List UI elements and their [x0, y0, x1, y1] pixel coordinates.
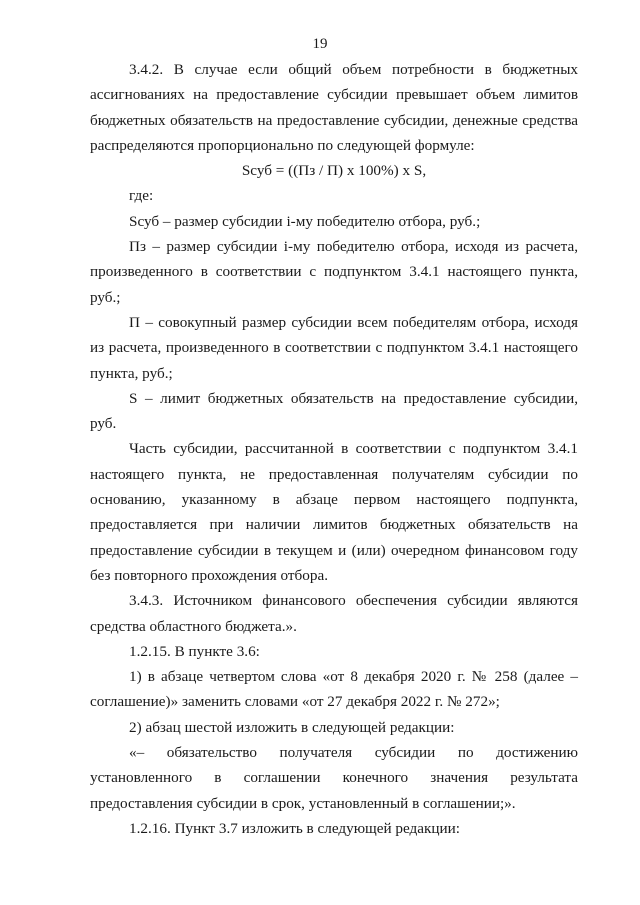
- paragraph-s-definition: S – лимит бюджетных обязательств на предоставление субсидии, руб.: [90, 389, 578, 433]
- paragraph-3-4-3: 3.4.3. Источником финансового обеспечения субсидии являются средства областного бюджета.».: [90, 592, 578, 635]
- formula: Sсуб = ((Пз / П) x 100%) x S,: [241, 162, 427, 180]
- paragraph-item-1: 1) в абзаце четвертом слова «от 8 декабря 2020 г. № 258 (далее – соглашение)» заменить словами «от 27 декабря 2022 г. № 272»;: [90, 668, 578, 711]
- paragraph-scub-definition: Sсуб – размер субсидии i-му победителю отбора, руб.;: [129, 212, 481, 230]
- document-body: [90, 57, 578, 841]
- paragraph-1-2-15: 1.2.15. В пункте 3.6:: [129, 642, 260, 660]
- paragraph-pz-definition: Пз – размер субсидии i-му победителю отбора, исходя из расчета, произведенного в соответствии с подпунктом 3.4.1 настоящего пункта, руб.;: [90, 238, 578, 306]
- paragraph-3-4-2: 3.4.2. В случае если общий объем потребности в бюджетных ассигнованиях на предоставление субсидии превышает объем лимитов бюджетных обязательств на предоставление субсидии, денежные средства распределяются пропорционально по следующей формуле:: [90, 61, 578, 154]
- paragraph-1-2-16: 1.2.16. Пункт 3.7 изложить в следующей редакции:: [129, 819, 460, 837]
- paragraph-obligation: «– обязательство получателя субсидии по достижению установленного в соглашении конечного значения результата предоставления субсидии в срок, установленный в соглашении;».: [90, 744, 578, 812]
- paragraph-item-2: 2) абзац шестой изложить в следующей редакции:: [129, 718, 455, 736]
- page-number: 19: [312, 36, 328, 52]
- paragraph-subsidy-part: Часть субсидии, рассчитанной в соответствии с подпунктом 3.4.1 настоящего пункта, не предоставленная получателям субсидии по основанию, указанному в абзаце первом настоящего подпункта, предоставляется при наличии лимитов бюджетных обязательств на предоставление субсидии в текущем и (или) очередном финансовом году без повторного прохождения отбора.: [90, 440, 578, 584]
- paragraph-p-definition: П – совокупный размер субсидии всем победителям отбора, исходя из расчета, произведенного в соответствии с подпунктом 3.4.1 настоящего пункта, руб.;: [90, 313, 578, 382]
- paragraph-where: где:: [129, 187, 154, 205]
